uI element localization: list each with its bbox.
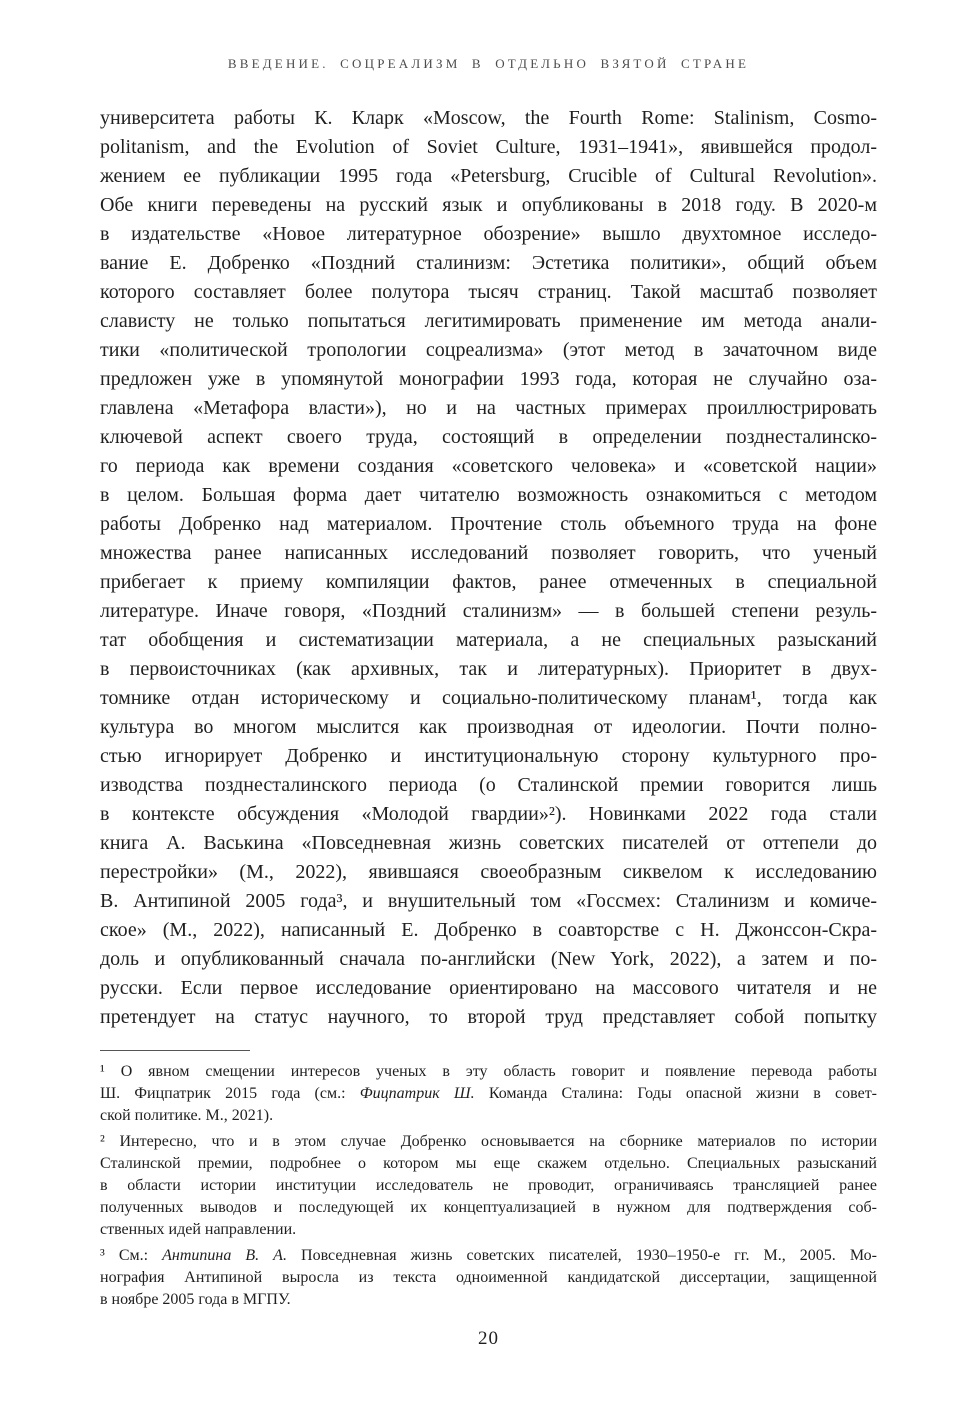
footnote-line — [100, 1061, 877, 1083]
body-line: доль и опубликованный сначала по-английски (New York, 2022), а затем и по- — [100, 948, 877, 970]
footnote-line — [100, 1219, 877, 1241]
body-line: изводства позднесталинского периода (о Сталинской премии говорится лишь — [100, 774, 877, 796]
body-line: в целом. Большая форма дает читателю возможность ознакомиться с методом — [100, 484, 877, 506]
footnote-line — [100, 1153, 877, 1175]
footnote-text: ³ См.: — [100, 1247, 163, 1264]
footnote — [100, 1131, 877, 1241]
footnote — [100, 1061, 877, 1127]
footnote-line — [100, 1083, 877, 1105]
footnote-citation-author: Антипина В. А. — [162, 1247, 287, 1264]
body-line: которого составляет более полутора тысяч страниц. Такой масштаб позволяет — [100, 281, 877, 303]
body-line: множества ранее написанных исследований позволяет говорить, что ученый — [100, 542, 877, 564]
body-line: стью игнорирует Добренко и институциональную сторону культурного про- — [100, 745, 877, 767]
footnote-citation-author: Фицпатрик Ш. — [359, 1085, 475, 1102]
footnote — [100, 1245, 877, 1311]
body-line: книга А. Васькина «Повседневная жизнь советских писателей от оттепели до — [100, 832, 877, 854]
footnote-line — [100, 1245, 877, 1267]
body-line: претендует на статус научного, то второй труд представляет собой попытку — [100, 1006, 877, 1028]
footnote-line — [100, 1105, 877, 1127]
footnote-line — [100, 1289, 877, 1311]
page-content — [100, 56, 877, 1351]
body-line: вание Е. Добренко «Поздний сталинизм: Эстетика политики», общий объем — [100, 252, 877, 274]
footnote-separator — [100, 1050, 250, 1051]
footnote-text: в области истории институции исследователь не проводит, ограничиваясь трансляцией ранее — [100, 1177, 877, 1194]
body-line: В. Антипиной 2005 года³, и внушительный том «Госсмех: Сталинизм и комиче- — [100, 890, 877, 912]
footnotes — [100, 1061, 877, 1311]
body-line: в издательстве «Новое литературное обозрение» вышло двухтомное исследо- — [100, 223, 877, 245]
footnote-text: Команда Сталина: Годы опасной жизни в совет- — [474, 1085, 878, 1102]
body-line: в контексте обсуждения «Молодой гвардии»²). Новинками 2022 года стали — [100, 803, 877, 825]
body-line: прибегает к приему компиляции фактов, ранее отмеченных в специальной — [100, 571, 877, 593]
body-line: университета работы К. Кларк «Moscow, the Fourth Rome: Stalinism, Cosmo- — [100, 107, 877, 129]
running-header: ВВЕДЕНИЕ. СОЦРЕАЛИЗМ В ОТДЕЛЬНО ВЗЯТОЙ СТРАНЕ — [227, 56, 750, 71]
footnote-line — [100, 1267, 877, 1289]
body-line: жением ее публикации 1995 года «Petersburg, Crucible of Cultural Revolution». — [100, 165, 877, 187]
footnote-text: ственных идей направлении. — [100, 1221, 297, 1238]
footnote-text: ² Интересно, что и в этом случае Добренко основывается на сборнике материалов по истории — [100, 1133, 877, 1150]
footnote-text: ской политике. М., 2021). — [100, 1107, 274, 1124]
body-line: работы Добренко над материалом. Прочтение столь объемного труда на фоне — [100, 513, 877, 535]
body-line: главлена «Метафора власти»), но и на частных примерах проиллюстрировать — [100, 397, 877, 419]
body-line: ключевой аспект своего труда, состоящий в определении позднесталинско- — [100, 426, 877, 448]
page-number: 20 — [478, 1328, 499, 1349]
body-line: литературе. Иначе говоря, «Поздний сталинизм» — в большей степени резуль- — [100, 600, 877, 622]
body-line: культура во многом мыслится как производная от идеологии. Почти полно- — [100, 716, 877, 738]
body-text — [100, 104, 877, 1032]
body-line: перестройки» (М., 2022), явившаяся своеобразным сиквелом к исследованию — [100, 861, 877, 883]
footnote-line — [100, 1175, 877, 1197]
footnote-text: нография Антипиной выросла из текста одноименной кандидатской диссертации, защищенной — [100, 1269, 877, 1286]
footnote-text: Повседневная жизнь советских писателей, 1930–1950-е гг. М., 2005. Мо- — [286, 1247, 878, 1264]
body-line: ское» (М., 2022), написанный Е. Добренко в соавторстве с Н. Джонссон-Скра- — [100, 919, 877, 941]
body-line: го периода как времени создания «советского человека» и «советской нации» — [100, 455, 877, 477]
footnote-text: в ноябре 2005 года в МГПУ. — [100, 1291, 291, 1308]
footnote-line — [100, 1197, 877, 1219]
body-line: слависту не только попытаться легитимировать применение им метода анали- — [100, 310, 877, 332]
footnote-text: Сталинской премии, подробнее о котором мы еще скажем отдельно. Специальных разысканий — [100, 1155, 877, 1172]
body-line: Обе книги переведены на русский язык и опубликованы в 2018 году. В 2020-м — [100, 194, 877, 216]
body-line: politanism, and the Evolution of Soviet Culture, 1931–1941», явившейся продол- — [100, 136, 877, 158]
body-line: предложен уже в упомянутой монографии 1993 года, которая не случайно оза- — [100, 368, 877, 390]
body-line: тики «политической тропологии соцреализма» (этот метод в зачаточном виде — [100, 339, 877, 361]
footnote-text: Ш. Фицпатрик 2015 года (см.: — [100, 1085, 360, 1102]
footnote-text: полученных выводов и последующей их концептуализацией в нужном для подтверждения соб- — [100, 1199, 877, 1216]
footnote-text: ¹ О явном смещении интересов ученых в эту область говорит и появление перевода работы — [100, 1063, 877, 1080]
footnote-line — [100, 1131, 877, 1153]
body-line: тат обобщения и систематизации материала, а не специальных разысканий — [100, 629, 877, 651]
body-line: в первоисточниках (как архивных, так и литературных). Приоритет в двух- — [100, 658, 877, 680]
body-line: томнике отдан историческому и социально-политическому планам¹, тогда как — [100, 687, 877, 709]
body-line: русски. Если первое исследование ориентировано на массового читателя и не — [100, 977, 877, 999]
